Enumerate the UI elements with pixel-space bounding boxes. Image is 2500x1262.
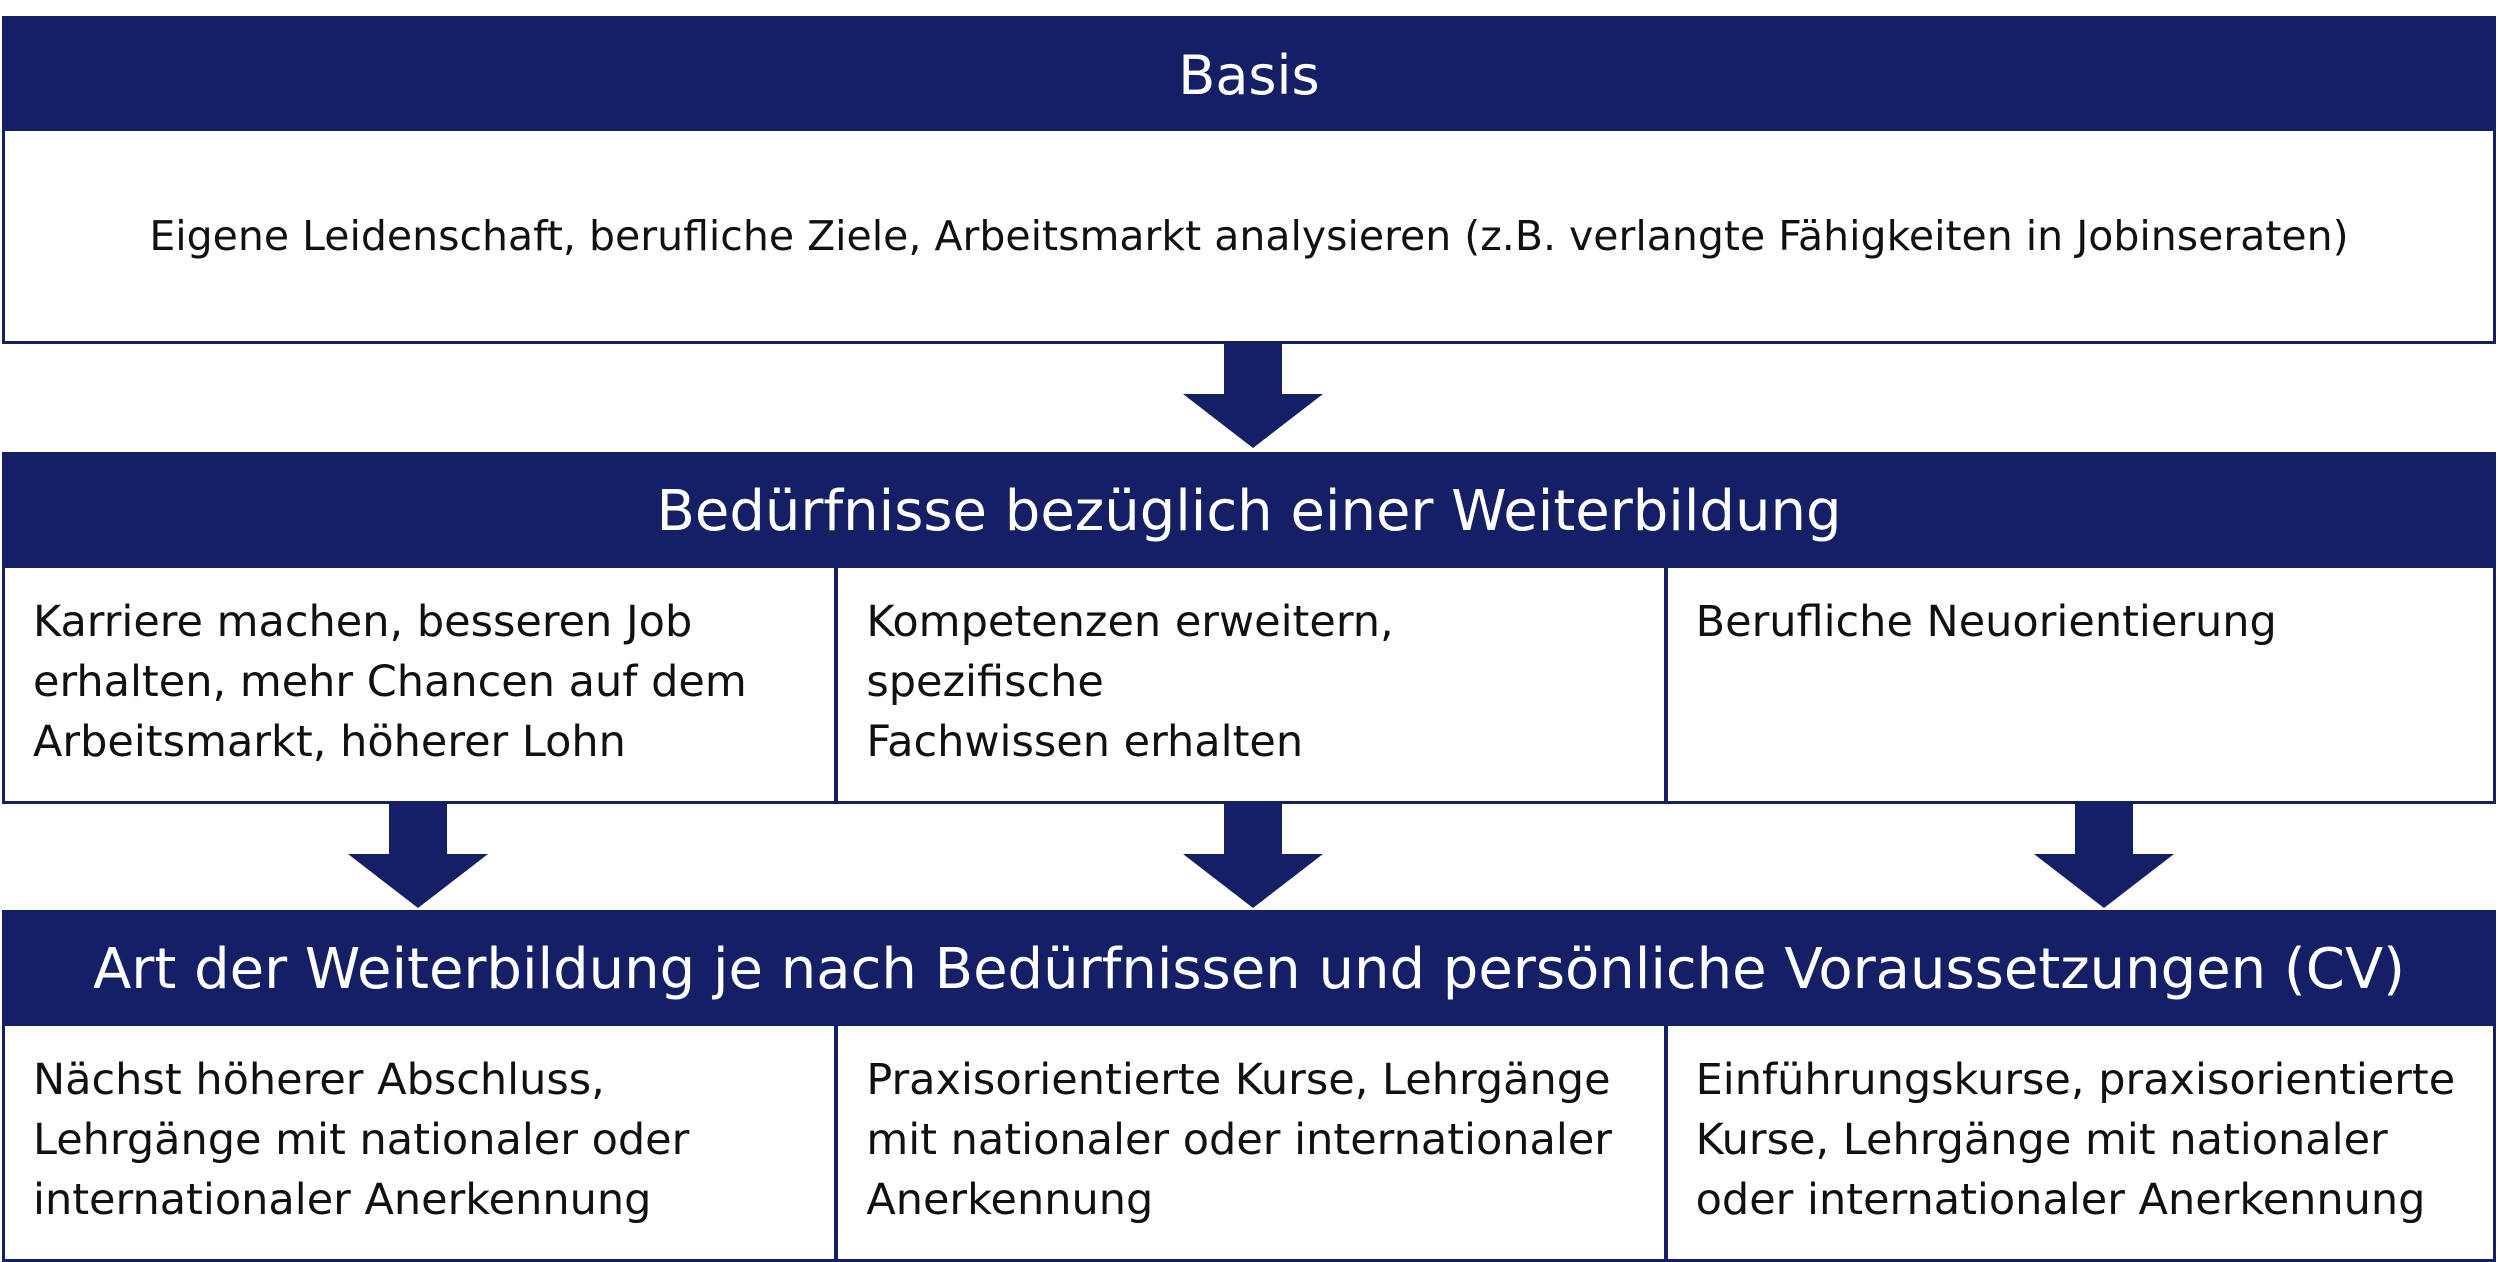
types-item-degree: Nächst höherer Abschluss, Lehrgänge mit nationaler oder internationaler Anerkennung xyxy=(33,1055,690,1225)
down-arrow-icon xyxy=(1183,344,1323,448)
needs-title: Bedürfnisse bezüglich einer Weiterbildung xyxy=(5,455,2493,568)
needs-item-competences: Kompetenzen erweitern, spezifische Fachwissen erhalten xyxy=(834,568,1663,801)
types-item-introduction: Einführungskurse, praxisorientierte Kurse, Lehrgänge mit nationaler oder internationaler Anerkennung xyxy=(1664,1026,2493,1259)
down-arrow-icon xyxy=(348,804,488,908)
needs-item-reorientation: Berufliche Neuorientierung xyxy=(1664,568,2493,801)
basis-panel xyxy=(2,16,2496,344)
needs-row xyxy=(5,568,2493,801)
needs-panel xyxy=(2,452,2496,804)
basis-title: Basis xyxy=(5,19,2493,131)
needs-item-career: Karriere machen, besseren Job erhalten, mehr Chancen auf dem Arbeitsmarkt, höherer Lohn xyxy=(33,597,747,767)
down-arrow-icon xyxy=(1183,804,1323,908)
types-row xyxy=(5,1026,2493,1259)
types-panel xyxy=(2,910,2496,1262)
down-arrow-icon xyxy=(2034,804,2174,908)
types-title: Art der Weiterbildung je nach Bedürfnissen und persönliche Voraussetzungen (CV) xyxy=(5,913,2493,1026)
basis-text: Eigene Leidenschaft, berufliche Ziele, Arbeitsmarkt analysieren (z.B. verlangte Fähigkeiten in Jobinseraten) xyxy=(149,212,2349,260)
types-item-practice: Praxisorientierte Kurse, Lehrgänge mit nationaler oder internationaler Anerkennung xyxy=(834,1026,1663,1259)
